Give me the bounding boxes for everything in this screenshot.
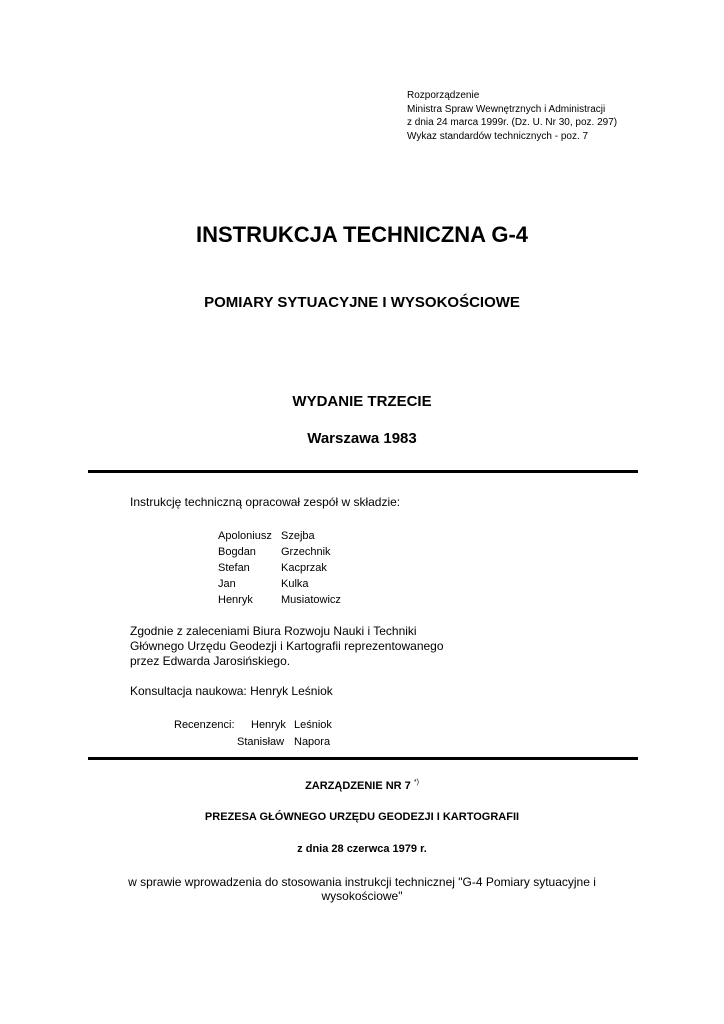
edition-label: WYDANIE TRZECIE [292, 393, 432, 410]
scientific-consultation: Konsultacja naukowa: Henryk Leśniok [130, 684, 333, 698]
regulation-line: z dnia 24 marca 1999r. (Dz. U. Nr 30, poz. 297) [407, 117, 618, 128]
regulation-line: Wykaz standardów technicznych - poz. 7 [407, 130, 589, 142]
member-first-name: Stefan [218, 562, 250, 574]
issuing-authority: PREZESA GŁÓWNEGO URZĘDU GEODEZJI I KARTOGRAFII [204, 811, 520, 823]
team-member [218, 560, 418, 576]
order-subject [0, 875, 724, 903]
order-heading [0, 779, 724, 792]
member-first-name: Bogdan [218, 546, 256, 558]
member-last-name: Grzechnik [281, 546, 331, 558]
team-intro: Instrukcję techniczną opracował zespół w składzie: [130, 495, 401, 509]
team-member [218, 528, 418, 544]
order-title: ZARZĄDZENIE NR 7 [305, 780, 411, 792]
reviewer-row [0, 717, 724, 734]
reviewers-block [0, 717, 724, 751]
order-date: z dnia 28 czerwca 1979 r. [297, 843, 427, 855]
member-last-name: Musiatowicz [281, 594, 341, 606]
team-member [218, 592, 418, 608]
divider-line [88, 470, 638, 473]
divider-line [88, 757, 638, 760]
member-first-name: Jan [218, 578, 236, 590]
guidance-line: Zgodnie z zaleceniami Biura Rozwoju Nauki i Techniki [130, 624, 417, 638]
regulation-reference [407, 89, 617, 143]
team-list [218, 528, 418, 608]
member-first-name: Apoloniusz [218, 530, 272, 542]
reviewer-row [0, 734, 724, 751]
reviewer-first-name: Henryk [251, 719, 286, 731]
document-subtitle: POMIARY SYTUACYJNE I WYSOKOŚCIOWE [204, 294, 520, 311]
member-last-name: Kacprzak [281, 562, 327, 574]
team-member [218, 544, 418, 560]
reviewer-last-name: Napora [294, 736, 331, 748]
team-member [218, 576, 418, 592]
subject-line: w sprawie wprowadzenia do stosowania instrukcji technicznej "G-4 Pomiary sytuacyjne i [128, 875, 596, 889]
regulation-line: Ministra Spraw Wewnętrznych i Administracji [407, 103, 606, 115]
footnote-mark: *) [413, 779, 419, 786]
reviewers-label: Recenzenci: [174, 719, 235, 731]
document-title: INSTRUKCJA TECHNICZNA G-4 [195, 222, 529, 247]
reviewer-last-name: Leśniok [294, 719, 332, 731]
member-last-name: Kulka [281, 578, 309, 590]
guidance-line: Głównego Urzędu Geodezji i Kartografii reprezentowanego [130, 639, 444, 653]
reviewer-first-name: Stanisław [237, 736, 285, 748]
guidance-line: przez Edwarda Jarosińskiego. [130, 654, 291, 668]
regulation-line: Rozporządzenie [407, 90, 480, 101]
subject-line: wysokościowe" [321, 889, 403, 903]
guidance-paragraph [130, 624, 444, 669]
member-first-name: Henryk [218, 594, 253, 606]
member-last-name: Szejba [281, 530, 315, 542]
city-year: Warszawa 1983 [307, 430, 417, 447]
